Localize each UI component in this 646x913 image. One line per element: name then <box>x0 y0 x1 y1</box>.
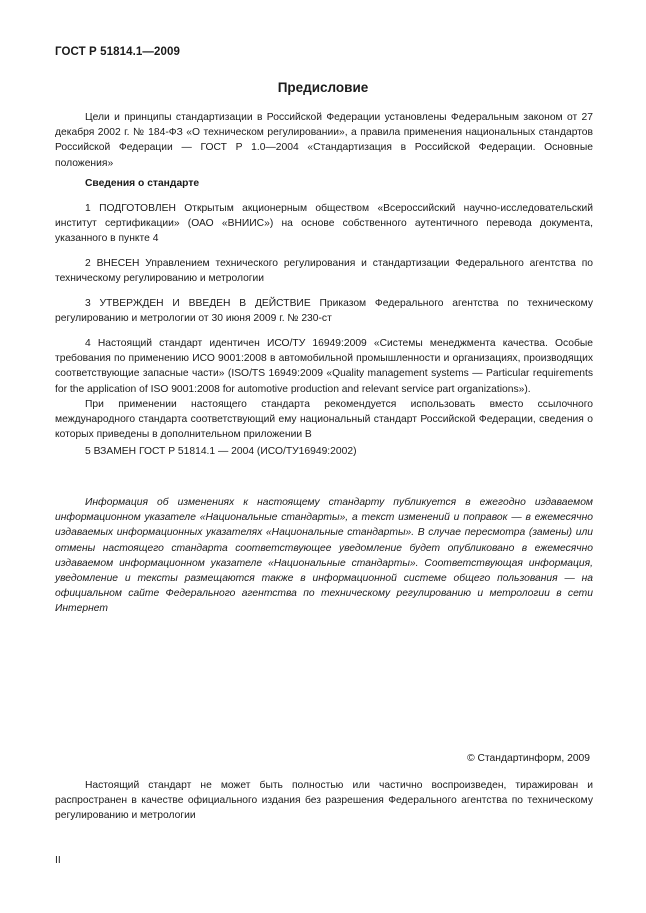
notice-paragraph: Настоящий стандарт не может быть полностью или частично воспроизведен, тиражирован и распространен в качестве официального издания без разрешения Федерального агентства по техническому регулированию и метрологии <box>55 780 593 822</box>
item-4-note: При применении настоящего стандарта рекомендуется использовать вместо ссылочного международного стандарта соответствующий ему национальный стандарт Российской Федерации, сведения о которых приведены в дополнительном приложении В <box>55 399 593 441</box>
section-subtitle: Сведения о стандарте <box>85 178 200 189</box>
item-1: 1 ПОДГОТОВЛЕН Открытым акционерным обществом «Всероссийский научно-исследовательский институт сертификации» (ОАО «ВНИИС») на основе собственного аутентичного перевода документа, указанного в пункте 4 <box>55 203 593 245</box>
intro-paragraph: Цели и принципы стандартизации в Российской Федерации установлены Федеральным законом от 27 декабря 2002 г. № 184-ФЗ «О техническом регулировании», а правила применения национальных стандартов Российской Федерации — ГОСТ Р 1.0—2004 «Стандартизация в Российской Федерации. Основные положения» <box>55 112 593 169</box>
page-title: Предисловие <box>277 80 369 95</box>
page-number: II <box>55 855 61 866</box>
copyright: © Стандартинформ, 2009 <box>467 753 590 764</box>
document-header: ГОСТ Р 51814.1—2009 <box>55 46 180 58</box>
item-5: 5 ВЗАМЕН ГОСТ Р 51814.1 — 2004 (ИСО/ТУ16949:2002) <box>85 446 357 457</box>
info-paragraph: Информация об изменениях к настоящему стандарту публикуется в ежегодно издаваемом информационном указателе «Национальные стандарты», а текст изменений и поправок — в ежемесячно издаваемых информационных указателях «Национальные стандарты». В случае пересмотра (замены) или отмены настоящего стандарта соответствующее уведомление будет опубликовано в ежемесячно издаваемом информационном указателе «Национальные стандарты». Соответствующая информация, уведомление и тексты размещаются также в информационной системе общего пользования — на официальном сайте Федерального агентства по техническому регулированию и метрологии в сети Интернет <box>55 497 593 615</box>
item-2: 2 ВНЕСЕН Управлением технического регулирования и стандартизации Федерального агентства по техническому регулированию и метрологии <box>55 258 593 285</box>
item-3: 3 УТВЕРЖДЕН И ВВЕДЕН В ДЕЙСТВИЕ Приказом Федерального агентства по техническому регулированию и метрологии от 30 июня 2009 г. № 230-ст <box>55 298 593 325</box>
item-4: 4 Настоящий стандарт идентичен ИСО/ТУ 16949:2009 «Системы менеджмента качества. Особые требования по применению ИСО 9001:2008 в автомобильной промышленности и организациях, производящих соответствующие запасные части» (ISO/TS 16949:2009 «Quality management systems — Particular requirements for the application of ISO 9001:2008 for automotive production and relevant service part organizations»). <box>55 338 593 395</box>
